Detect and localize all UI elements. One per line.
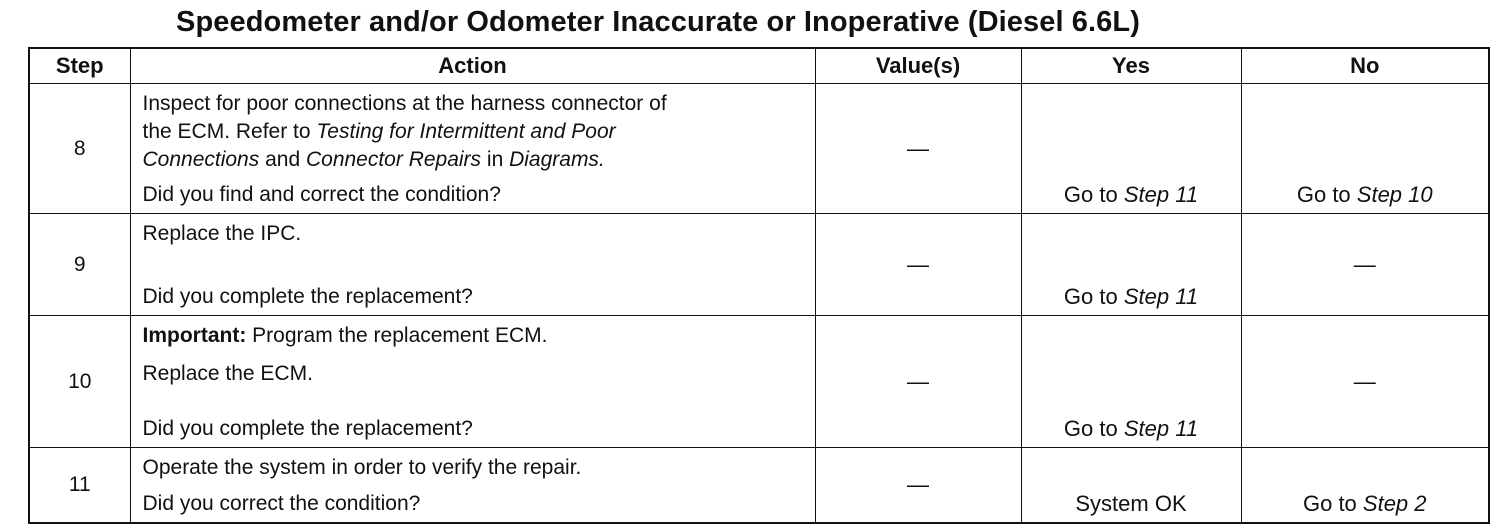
no-cell: — — [1241, 316, 1489, 448]
action-cell — [130, 84, 815, 214]
value-cell: — — [815, 316, 1021, 448]
header-action: Action — [130, 48, 815, 84]
action-text: Operate the system in order to verify the repair. — [142, 456, 582, 479]
table-row — [29, 316, 1489, 448]
action-text: Replace the IPC. — [142, 222, 302, 245]
action-question: Did you complete the replacement? — [142, 285, 473, 308]
header-step: Step — [29, 48, 130, 84]
header-values: Value(s) — [815, 48, 1021, 84]
action-question: Did you correct the condition? — [142, 491, 421, 515]
no-cell: — — [1241, 214, 1489, 316]
action-question: Did you complete the replacement? — [142, 417, 473, 440]
step-number: 9 — [29, 214, 130, 316]
yes-cell[interactable]: Go to Step 11 — [1021, 214, 1241, 316]
reference-link[interactable]: Testing for Intermittent and Poor — [316, 120, 616, 143]
yes-cell[interactable]: Go to Step 11 — [1021, 316, 1241, 448]
step-number: 8 — [29, 84, 130, 214]
yes-cell: System OK — [1021, 448, 1241, 523]
value-cell: — — [815, 214, 1021, 316]
header-no: No — [1241, 48, 1489, 84]
header-yes: Yes — [1021, 48, 1241, 84]
table-row — [29, 214, 1489, 316]
table-row — [29, 448, 1489, 523]
value-cell: — — [815, 448, 1021, 523]
value-cell: — — [815, 84, 1021, 214]
step-number: 11 — [29, 448, 130, 523]
action-cell — [130, 448, 815, 523]
header-row — [29, 48, 1489, 84]
important-note: Important: Program the replacement ECM. — [142, 324, 548, 347]
table-row — [29, 84, 1489, 214]
diagnostic-table — [28, 47, 1490, 524]
yes-cell[interactable]: Go to Step 11 — [1021, 84, 1241, 214]
action-question: Did you find and correct the condition? — [142, 183, 501, 206]
action-text: Connections and Connector Repairs in Diagrams. — [142, 148, 605, 171]
page-title: Speedometer and/or Odometer Inaccurate or Inoperative (Diesel 6.6L) — [176, 6, 1140, 38]
reference-link[interactable]: Connections — [142, 148, 260, 171]
action-text: the ECM. Refer to Testing for Intermittent and Poor — [142, 120, 616, 143]
action-text: Replace the ECM. — [142, 362, 313, 385]
no-cell[interactable]: Go to Step 2 — [1241, 448, 1489, 523]
action-text: Inspect for poor connections at the harness connector of — [142, 92, 667, 115]
action-cell — [130, 316, 815, 448]
reference-link[interactable]: Connector Repairs — [305, 148, 482, 171]
step-number: 10 — [29, 316, 130, 448]
reference-link[interactable]: Diagrams. — [509, 148, 605, 171]
no-cell[interactable]: Go to Step 10 — [1241, 84, 1489, 214]
action-cell — [130, 214, 815, 316]
